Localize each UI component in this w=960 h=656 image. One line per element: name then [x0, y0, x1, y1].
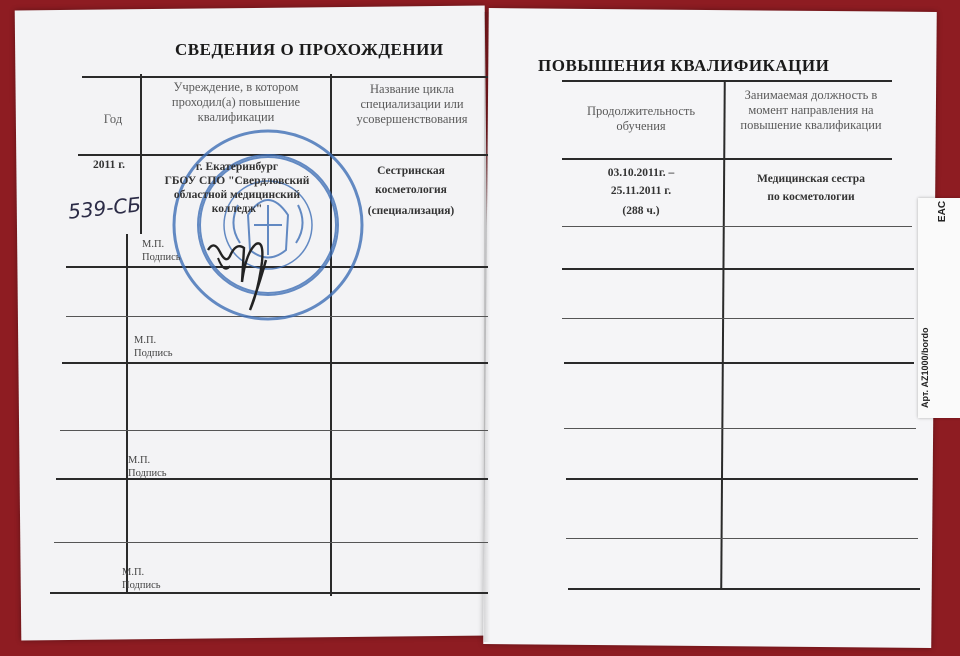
entry-cycle-line3: (специализация): [367, 205, 455, 217]
right-row-rule-3: [566, 478, 918, 480]
eac-mark: EAC: [937, 200, 949, 223]
sticker-article: Арт. AZ1000/bordo: [920, 327, 930, 408]
header-position: Занимаемая должность в момент направления на повышение квалификации: [740, 88, 882, 132]
row3-sign: Подпись: [128, 468, 167, 479]
header-cycle: Название цикла специализации или усовершенствования: [356, 82, 468, 126]
entry-cycle-line2: косметология: [375, 184, 447, 196]
right-row-rule-1: [562, 268, 914, 270]
right-row-rule-3b: [566, 538, 918, 539]
row1-mp: М.П.: [142, 239, 165, 250]
header-duration: Продолжительность обучения: [586, 104, 696, 133]
row-rule-4: [50, 592, 488, 594]
row-rule-2: [62, 362, 488, 364]
title-right: ПОВЫШЕНИЯ КВАЛИФИКАЦИИ: [538, 56, 830, 75]
row1-sign: Подпись: [142, 252, 181, 263]
entry-institution-line3: областной медицинский: [173, 189, 301, 201]
row-rule-3b: [54, 542, 488, 543]
header-institution: Учреждение, в котором проходил(а) повышение квалификации: [171, 80, 301, 124]
row2-mp: М.П.: [134, 335, 157, 346]
row-rule-2b: [60, 430, 488, 431]
right-row-rule-1b: [562, 318, 914, 319]
entry-institution-line2: ГБОУ СПО "Свердловский: [164, 175, 310, 187]
entry-position-line2: по косметологии: [767, 191, 855, 203]
right-row-rule-0b: [562, 226, 912, 227]
entry-duration-line3: (288 ч.): [622, 205, 660, 217]
entry-position-line1: Медицинская сестра: [757, 173, 865, 185]
row4-mp: М.П.: [122, 567, 145, 578]
entry-cycle-line1: Сестринская: [377, 165, 445, 177]
title-left: СВЕДЕНИЯ О ПРОХОЖДЕНИИ: [175, 40, 444, 59]
product-sticker: [918, 198, 960, 418]
row3-mp: М.П.: [128, 455, 151, 466]
entry-duration-line1: 03.10.2011г. –: [607, 167, 675, 179]
right-row-rule-4: [568, 588, 920, 590]
row2-sign: Подпись: [134, 348, 173, 359]
row4-sign: Подпись: [122, 580, 161, 591]
right-row-rule-2: [564, 362, 914, 364]
col-divider-year-lower: [126, 234, 128, 594]
header-top-rule-left: [82, 76, 488, 78]
header-bottom-rule-right: [562, 158, 892, 160]
signature-mark: [200, 222, 280, 312]
entry-institution-line4: колледж": [211, 203, 263, 215]
row-rule-3: [56, 478, 488, 480]
entry-year: 2011 г.: [92, 159, 126, 171]
handwritten-number: 539-СБ: [66, 192, 143, 224]
header-top-rule-right: [562, 80, 892, 82]
entry-institution-line1: г. Екатеринбург: [195, 161, 279, 173]
right-row-rule-2b: [564, 428, 916, 429]
header-year: Год: [103, 112, 123, 126]
entry-duration-line2: 25.11.2011 г.: [610, 185, 672, 197]
